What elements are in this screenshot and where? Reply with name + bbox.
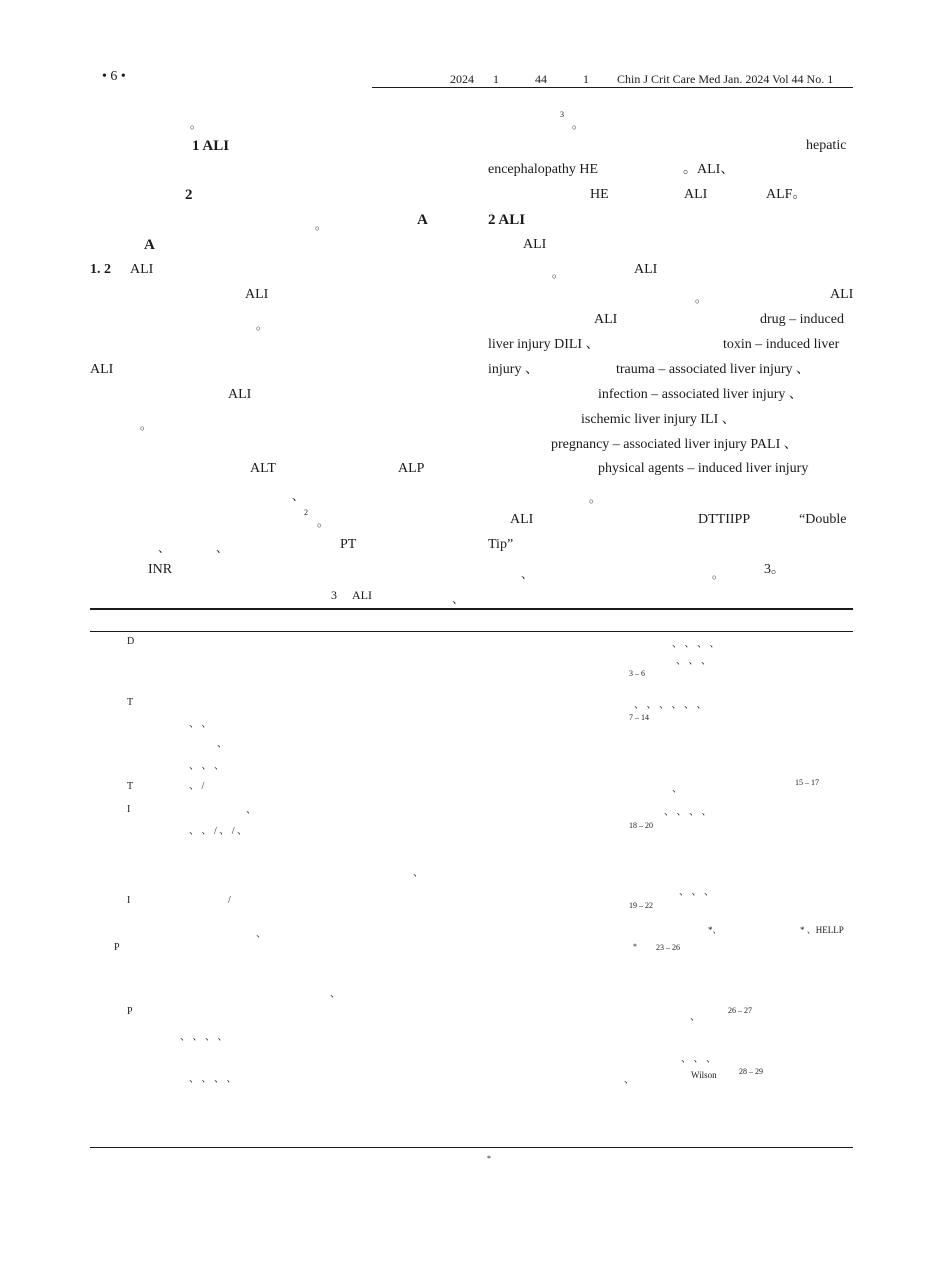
right-text-line: 。 [552, 266, 565, 280]
citation-range: 7 – 14 [629, 713, 649, 722]
citation-range: 23 – 26 [656, 943, 680, 952]
right-text-line: 3。 [764, 562, 785, 577]
left-text-line: 。 [256, 318, 269, 332]
table-cell: 、 、 、 、 、 、 [634, 700, 707, 711]
table-cell: *、 [708, 925, 722, 935]
right-text-line: “Double [799, 512, 847, 527]
table-cell: 、 [672, 784, 682, 795]
citation-range: 19 – 22 [629, 901, 653, 910]
table-footnote-mark: * [487, 1154, 491, 1163]
right-text-line: 。 [572, 117, 585, 131]
left-text-line: ALI [228, 387, 252, 402]
section-heading-2: 2 ALI [488, 212, 526, 228]
left-text-line: PT [340, 537, 357, 552]
left-text-line: ALI [90, 362, 114, 377]
table-cell: 、 [413, 868, 423, 879]
left-text-line: ALP [398, 461, 425, 476]
table-cell: 、 [690, 1012, 700, 1023]
right-text-line: 。ALI、 [683, 162, 735, 177]
table-cell: / [228, 895, 231, 906]
header-year: 2024 [450, 72, 474, 86]
table-cell: D [127, 636, 135, 647]
table-caption-text: ALI [352, 588, 372, 602]
table-cell: 、 [256, 929, 266, 940]
table-caption-number: 3 [331, 588, 337, 602]
right-text-line: 。 [712, 567, 725, 581]
left-text-line: 。 [315, 218, 328, 232]
table-cell: * 、HELLP [800, 925, 844, 935]
left-text-line: 。 [190, 117, 203, 131]
right-text-line: 。 [695, 291, 708, 305]
header-issue: 1 [583, 72, 589, 86]
table-cell: P [114, 942, 120, 953]
table-cell: 、 、 、 [676, 656, 711, 667]
right-text-line: pregnancy – associated liver injury PALI 、 [551, 437, 798, 452]
page-number: • 6 • [102, 69, 126, 84]
table-cell: P [127, 1006, 133, 1017]
header-month: 1 [493, 72, 499, 86]
left-text-line: 。 [317, 515, 330, 529]
left-text-line: 、 [292, 489, 305, 503]
citation-range: 15 – 17 [795, 778, 819, 787]
table-cell: 、 、 、 、 [664, 807, 712, 818]
table-cell: 、 、 、 、 [189, 1074, 237, 1085]
right-text-line: infection – associated liver injury 、 [598, 387, 803, 402]
table-cell: T [127, 781, 134, 792]
table-cell: 、 、 、 、 [180, 1032, 228, 1043]
right-text-line: drug – induced [760, 312, 844, 327]
table-cell: 、 、 [189, 719, 212, 730]
journal-citation: Chin J Crit Care Med Jan. 2024 Vol 44 No. 1 [617, 72, 834, 86]
table-cell: 、 [217, 739, 227, 750]
table-cell: 、 [246, 805, 256, 816]
right-text-line: ALI [684, 187, 708, 202]
right-text-line: ALI [523, 237, 547, 252]
left-bold-text: A [417, 212, 428, 228]
table-cell: 、 、 、 [681, 1054, 716, 1065]
citation-range: 18 – 20 [629, 821, 653, 830]
citation-range: 26 – 27 [728, 1006, 752, 1015]
header-volume: 44 [535, 72, 547, 86]
table-cell: I [127, 804, 131, 815]
table-cell: T [127, 697, 134, 708]
left-text-line: 、 [216, 541, 229, 555]
table-cell: 、 、 、 [679, 887, 714, 898]
right-text-line: ALF。 [766, 187, 807, 202]
subsection-number: 1. 2 [90, 262, 111, 277]
left-text-line: ALI [245, 287, 269, 302]
table-header-rule [90, 631, 853, 632]
citation-range: 28 – 29 [739, 1067, 763, 1076]
right-text-line: physical agents – induced liver injury [598, 461, 809, 476]
left-bold-text: A [144, 237, 155, 253]
right-text-line: ALI [594, 312, 618, 327]
citation-range: 3 – 6 [629, 669, 645, 678]
right-text-line: ALI [510, 512, 534, 527]
right-text-line: ALI [830, 287, 854, 302]
right-text-line: trauma – associated liver injury 、 [616, 362, 810, 377]
left-text-line: ALI [130, 262, 154, 277]
right-text-line: DTTIIPP [698, 512, 751, 527]
table-cell: Wilson [691, 1070, 717, 1080]
right-text-line: injury 、 [488, 362, 539, 377]
right-text-line: 。 [589, 491, 602, 505]
right-text-line: ALI [634, 262, 658, 277]
citation-superscript: 2 [304, 508, 308, 517]
right-text-line: Tip” [488, 537, 514, 552]
table-top-rule [90, 608, 853, 610]
header-rule [372, 87, 853, 88]
table-cell: 、 / [189, 781, 205, 792]
left-text-line: ALT [250, 461, 276, 476]
left-text-line: INR [148, 562, 173, 577]
right-text-line: liver injury DILI 、 [488, 337, 600, 352]
section-number: 2 [185, 187, 193, 203]
left-text-line: 、 [452, 592, 465, 606]
table-bottom-rule [90, 1147, 853, 1148]
table-cell: 、 、 / 、 / 、 [189, 826, 248, 837]
table-cell: 、 [330, 989, 340, 1000]
section-heading-1: 1 ALI [192, 138, 230, 154]
left-text-line: 。 [140, 418, 153, 432]
left-text-line: 、 [158, 541, 171, 555]
right-text-line: 、 [521, 567, 534, 581]
right-text-line: ischemic liver injury ILI 、 [581, 412, 736, 427]
table-cell: 、 、 、 、 [672, 639, 720, 650]
right-text-line: encephalopathy HE [488, 162, 599, 177]
table-cell: 、 [624, 1075, 634, 1086]
table-cell: 、 、 、 [189, 761, 224, 772]
right-text-line: HE [590, 187, 609, 202]
right-text-line: hepatic [806, 138, 847, 153]
citation-superscript: 3 [560, 110, 564, 119]
right-text-line: toxin – induced liver [723, 337, 840, 352]
table-cell: I [127, 895, 131, 906]
table-cell: * [633, 942, 637, 951]
